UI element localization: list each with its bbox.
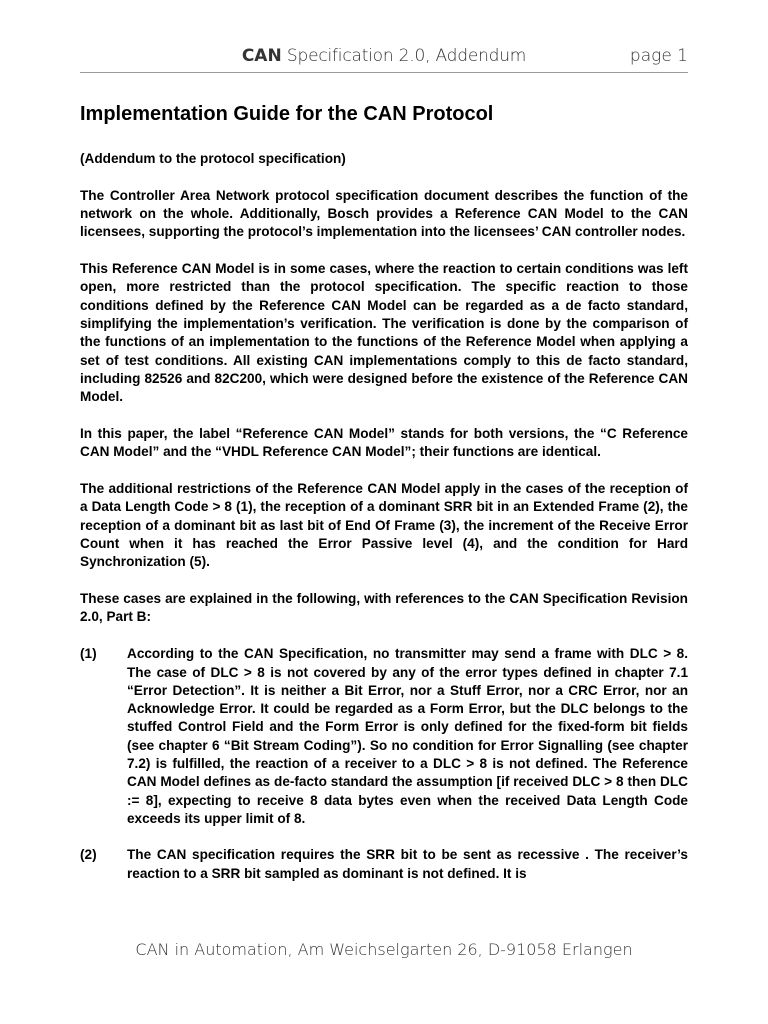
list-item-number: (1) — [80, 646, 97, 662]
paragraph-additional-restrictions: The additional restrictions of the Reference CAN Model apply in the cases of the reception of a Data Length Code > 8 (1), the reception of a dominant SRR bit in an Extended Frame (2), the reception of a dominant bit as last bit of End Of Frame (3), the increment of the Receive Error Count when it has reached the Error Passive level (4), and the condition for Hard Synchronization (5). — [80, 481, 688, 570]
document-body — [80, 102, 688, 901]
list-item-1 — [80, 645, 688, 828]
header-title: Specification 2.0, Addendum — [286, 46, 527, 66]
page-footer: CAN in Automation, Am Weichselgarten 26, D-91058 Erlangen — [135, 940, 633, 959]
list-item-number: (2) — [80, 847, 97, 863]
list-item-text: The CAN specification requires the SRR bit to be sent as recessive . The receiver’s reaction to a SRR bit sampled as dominant is not defined. It is — [127, 847, 688, 881]
header-brand: CAN — [241, 46, 282, 66]
paragraph-reference-model: This Reference CAN Model is in some cases, where the reaction to certain conditions was left open, more restricted than the protocol specification. The specific reaction to those conditions defined by the Reference CAN Model can be regarded as a de facto standard, simplifying the implementation’s verification. The verification is done by the comparison of the functions of an implementation to the functions of the Reference Model when applying a set of test conditions. All existing CAN implementations comply to this de facto standard, including 82526 and 82C200, which were designed before the existence of the Reference CAN Model. — [80, 261, 688, 405]
document-subtitle: (Addendum to the protocol specification) — [80, 151, 346, 166]
page-header — [80, 44, 688, 73]
paragraph-intro: The Controller Area Network protocol specification document describes the function of the network on the whole. Additionally, Bosch provides a Reference CAN Model to the CAN licensees, supporting the protocol’s implementation into the licensees’ CAN controller nodes. — [80, 187, 688, 240]
paragraph-cases-intro: These cases are explained in the following, with references to the CAN Specification Revision 2.0, Part B: — [80, 591, 688, 625]
header-title-line — [80, 46, 688, 66]
list-item-2 — [80, 846, 688, 883]
page-number: page 1 — [629, 46, 688, 66]
paragraph-label-definition: In this paper, the label “Reference CAN Model” stands for both versions, the “C Reference CAN Model” and the “VHDL Reference CAN Model”; their functions are identical. — [80, 426, 688, 460]
document-title: Implementation Guide for the CAN Protocol — [80, 103, 494, 125]
list-item-text: According to the CAN Specification, no transmitter may send a frame with DLC > 8. The case of DLC > 8 is not covered by any of the error types defined in chapter 7.1 “Error Detection”. It is neither a Bit Error, nor a Stuff Error, nor a CRC Error, nor an Acknowledge Error. It could be regarded as a Form Error, but the DLC belongs to the stuffed Control Field and the Form Error is only defined for the fixed-form bit fields (see chapter 6 “Bit Stream Coding”). So no condition for Error Signalling (see chapter 7.2) is fulfilled, the reaction of a receiver to a DLC > 8 is not defined. The Reference CAN Model defines as de-facto standard the assumption [if received DLC > 8 then DLC := 8], expecting to receive 8 data bytes even when the received Data Length Code exceeds its upper limit of 8. — [127, 646, 688, 826]
